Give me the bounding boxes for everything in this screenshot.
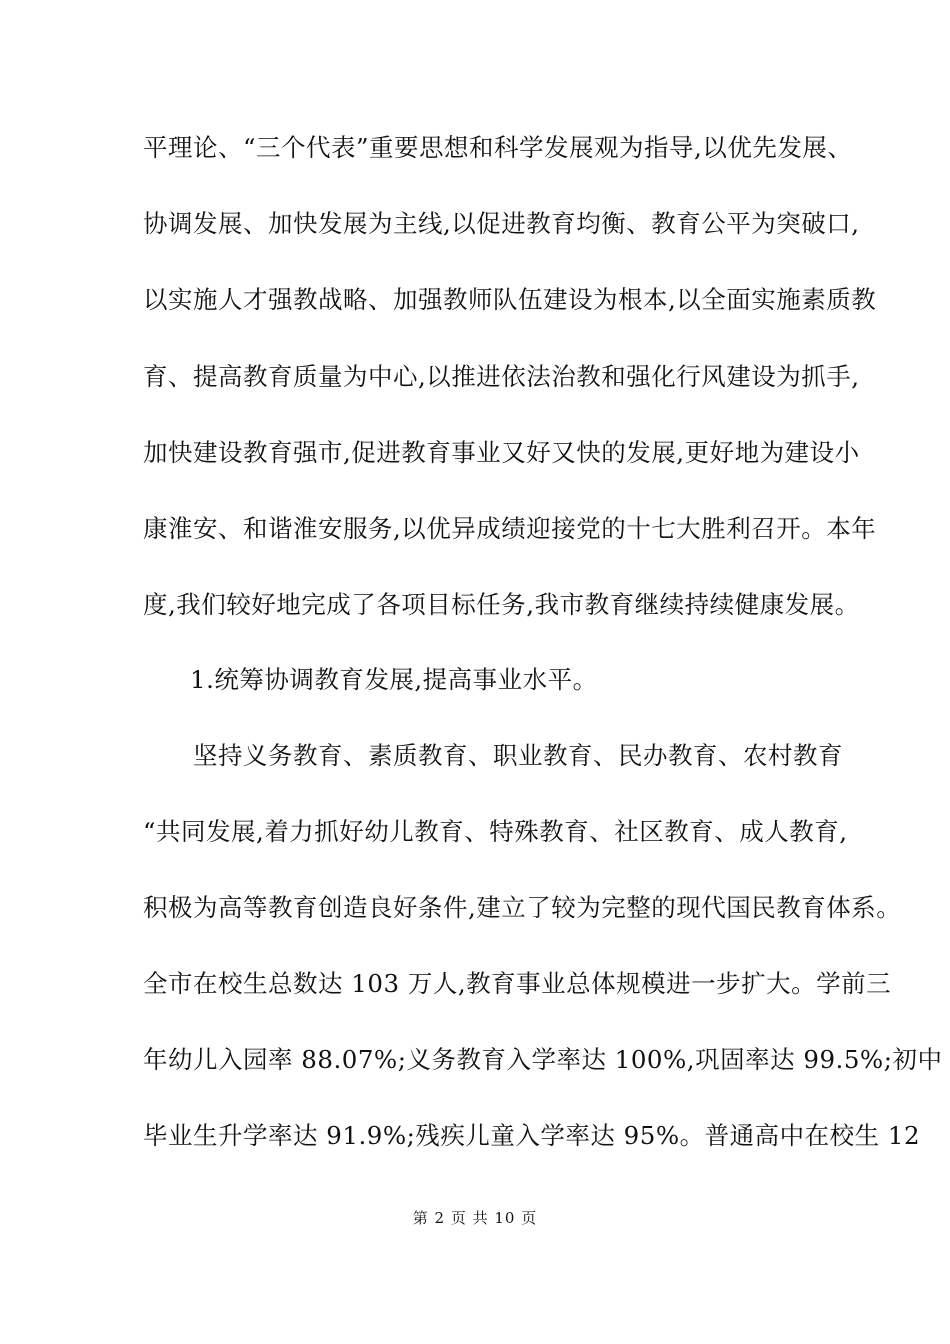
- page-number-footer: 第 2 页 共 10 页: [412, 1209, 538, 1227]
- body-line: 加快建设教育强市,促进教育事业又好又快的发展,更好地为建设小: [143, 438, 860, 467]
- section-heading: 1.统筹协调教育发展,提高事业水平。: [190, 665, 598, 694]
- body-line: 年幼儿入园率 88.07%;义务教育入学率达 100%,巩固率达 99.5%;初中: [143, 1045, 943, 1074]
- body-line: 全市在校生总数达 103 万人,教育事业总体规模进一步扩大。学前三: [143, 969, 892, 998]
- body-line: “共同发展,着力抓好幼儿教育、特殊教育、社区教育、成人教育,: [143, 817, 848, 846]
- body-line: 坚持义务教育、素质教育、职业教育、民办教育、农村教育: [193, 741, 843, 770]
- body-line: 平理论、“三个代表”重要思想和科学发展观为指导,以优先发展、: [143, 133, 853, 162]
- body-line: 毕业生升学率达 91.9%;残疾儿童入学率达 95%。普通高中在校生 12: [143, 1121, 921, 1150]
- body-line: 积极为高等教育创造良好条件,建立了较为完整的现代国民教育体系。: [143, 893, 902, 922]
- body-line: 育、提高教育质量为中心,以推进依法治教和强化行风建设为抓手,: [143, 362, 860, 391]
- body-line: 度,我们较好地完成了各项目标任务,我市教育继续持续健康发展。: [143, 590, 860, 619]
- body-line: 康淮安、和谐淮安服务,以优异成绩迎接党的十七大胜利召开。本年: [143, 514, 877, 543]
- body-line: 以实施人才强教战略、加强教师队伍建设为根本,以全面实施素质教: [143, 285, 877, 314]
- body-line: 协调发展、加快发展为主线,以促进教育均衡、教育公平为突破口,: [143, 209, 860, 238]
